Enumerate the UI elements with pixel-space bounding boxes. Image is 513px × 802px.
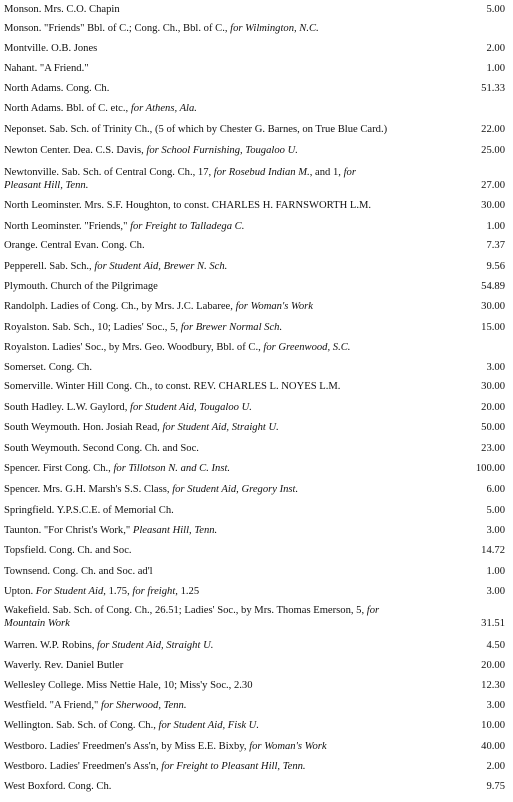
entry-description xyxy=(4,342,424,355)
description-line xyxy=(4,720,424,733)
entry-description xyxy=(4,781,424,794)
donor-text: Somerset. Cong. Ch. xyxy=(4,362,92,373)
donor-text: Monson. "Friends" Bbl. of C.; Cong. Ch., Bbl. of C., xyxy=(4,23,231,34)
donor-text: Upton. xyxy=(4,586,36,597)
description-line xyxy=(4,301,424,314)
donor-text: Newtonville. Sab. Sch. of Central Cong. Ch., 17, xyxy=(4,167,214,178)
entry-amount: 9.56 xyxy=(486,261,505,272)
entry-description xyxy=(4,680,424,693)
entry-amount: 40.00 xyxy=(481,741,505,752)
entry-amount: 12.30 xyxy=(481,680,505,691)
entry-description xyxy=(4,124,424,137)
entry-amount: 22.00 xyxy=(481,124,505,135)
entry-amount: 6.00 xyxy=(486,484,505,495)
designation-text: for Student Aid, Straight U. xyxy=(97,640,214,651)
entry-amount: 27.00 xyxy=(481,179,505,191)
donor-text: Neponset. Sab. Sch. of Trinity Ch., (5 of which by Chester G. Barnes, on True Blue Card.) xyxy=(4,124,388,135)
description-line xyxy=(4,566,424,579)
donor-text: Taunton. "For Christ's Work," xyxy=(4,525,133,536)
designation-text: for Student Aid, Tougaloo U. xyxy=(130,402,252,413)
donor-text: Wellington. Sab. Sch. of Cong. Ch., xyxy=(4,720,159,731)
entry-amount: 30.00 xyxy=(481,381,505,392)
entry-description xyxy=(4,145,424,158)
entry-description xyxy=(4,463,424,476)
description-line xyxy=(4,618,424,631)
entry-amount: 20.00 xyxy=(481,402,505,413)
donor-text: Royalston. Sab. Sch., 10; Ladies' Soc., 5, xyxy=(4,322,181,333)
entry-description xyxy=(4,63,424,76)
description-line xyxy=(4,145,424,158)
description-line xyxy=(4,63,424,76)
description-line xyxy=(4,422,424,435)
entry-description xyxy=(4,586,424,599)
donor-text: South Weymouth. Hon. Josiah Read, xyxy=(4,422,163,433)
entry-amount: 54.89 xyxy=(481,281,505,292)
description-line xyxy=(4,261,424,274)
description-line xyxy=(4,781,424,794)
description-line xyxy=(4,103,424,116)
entry-description xyxy=(4,402,424,415)
designation-text: for Student Aid, Gregory Inst. xyxy=(172,484,299,495)
donor-text: Springfield. Y.P.S.C.E. of Memorial Ch. xyxy=(4,505,174,516)
entry-amount: 3.00 xyxy=(486,525,505,536)
designation-text: for Brewer Normal Sch. xyxy=(180,322,283,333)
entry-description xyxy=(4,605,424,630)
entry-amount: 3.00 xyxy=(486,362,505,373)
entry-description xyxy=(4,640,424,653)
donor-text: North Leominster. Mrs. S.F. Houghton, to const. CHARLES H. FARNSWORTH L.M. xyxy=(4,200,372,211)
description-line xyxy=(4,505,424,518)
entry-amount: 1.00 xyxy=(486,566,505,577)
entry-description xyxy=(4,103,424,116)
entry-description xyxy=(4,484,424,497)
entry-amount: 14.72 xyxy=(481,545,505,556)
entry-amount: 15.00 xyxy=(481,322,505,333)
entry-description xyxy=(4,83,424,96)
description-line xyxy=(4,342,424,355)
designation-text: for Woman's Work xyxy=(249,741,327,752)
designation-text: for xyxy=(366,605,380,616)
entry-amount: 30.00 xyxy=(481,301,505,312)
description-line xyxy=(4,463,424,476)
description-line xyxy=(4,640,424,653)
entry-amount: 25.00 xyxy=(481,145,505,156)
description-line xyxy=(4,605,424,618)
donor-text: Montville. O.B. Jones xyxy=(4,43,98,54)
entry-amount: 2.00 xyxy=(486,761,505,772)
entry-amount: 3.00 xyxy=(486,586,505,597)
donor-text: Plymouth. Church of the Pilgrimage xyxy=(4,281,158,292)
donor-text: Orange. Central Evan. Cong. Ch. xyxy=(4,240,145,251)
donor-text: Wakefield. Sab. Sch. of Cong. Ch., 26.51; Ladies' Soc., by Mrs. Thomas Emerson, 5, xyxy=(4,605,367,616)
designation-text: for Athens, Ala. xyxy=(130,103,197,114)
entry-amount: 51.33 xyxy=(481,83,505,94)
description-line xyxy=(4,660,424,673)
designation-text: for Greenwood, S.C. xyxy=(263,342,351,353)
designation-text: for Wilmington, N.C. xyxy=(230,23,319,34)
donor-text: South Hadley. L.W. Gaylord, xyxy=(4,402,131,413)
donor-text: Westfield. "A Friend," xyxy=(4,700,101,711)
donor-text: , 1.75, xyxy=(103,586,133,597)
description-line xyxy=(4,281,424,294)
designation-text: Pleasant Hill, Tenn. xyxy=(4,179,89,191)
description-line xyxy=(4,221,424,234)
entry-description xyxy=(4,23,424,36)
designation-text: Mountain Work xyxy=(4,617,70,629)
entry-amount: 7.37 xyxy=(486,240,505,251)
entry-description xyxy=(4,381,424,394)
description-line xyxy=(4,362,424,375)
entry-amount: 23.00 xyxy=(481,443,505,454)
designation-text: for Woman's Work xyxy=(235,301,313,312)
entry-amount: 100.00 xyxy=(475,463,505,474)
description-line xyxy=(4,443,424,456)
entry-description xyxy=(4,221,424,234)
entry-description xyxy=(4,281,424,294)
donor-text: North Adams. Cong. Ch. xyxy=(4,83,110,94)
description-line xyxy=(4,23,424,36)
description-line xyxy=(4,322,424,335)
donor-text: Pepperell. Sab. Sch., xyxy=(4,261,95,272)
description-line xyxy=(4,167,424,180)
entry-description xyxy=(4,545,424,558)
designation-text: for Student Aid, Fisk U. xyxy=(158,720,259,731)
description-line xyxy=(4,545,424,558)
entry-amount: 9.75 xyxy=(486,781,505,792)
entry-description xyxy=(4,301,424,314)
designation-text: for xyxy=(343,167,356,178)
entry-amount: 5.00 xyxy=(486,4,505,15)
designation-text: for School Furnishing, Tougaloo U. xyxy=(146,145,298,156)
designation-text: for Sherwood, Tenn. xyxy=(100,700,187,711)
description-line xyxy=(4,586,424,599)
entry-amount: 2.00 xyxy=(486,43,505,54)
designation-text: for Freight to Talladega C. xyxy=(130,221,245,232)
designation-text: for Freight to Pleasant Hill, Tenn. xyxy=(161,761,306,772)
description-line xyxy=(4,741,424,754)
entry-description xyxy=(4,261,424,274)
description-line xyxy=(4,4,424,17)
entry-amount: 5.00 xyxy=(486,505,505,516)
donor-text: Townsend. Cong. Ch. and Soc. ad'l xyxy=(4,566,153,577)
entry-amount: 10.00 xyxy=(481,720,505,731)
description-line xyxy=(4,83,424,96)
entry-description xyxy=(4,720,424,733)
entry-amount: 1.00 xyxy=(486,63,505,74)
entry-description xyxy=(4,741,424,754)
description-line xyxy=(4,700,424,713)
entry-description xyxy=(4,200,424,213)
donor-text: Topsfield. Cong. Ch. and Soc. xyxy=(4,545,132,556)
entry-description xyxy=(4,700,424,713)
description-line xyxy=(4,484,424,497)
donor-text: Nahant. "A Friend." xyxy=(4,63,89,74)
description-line xyxy=(4,240,424,253)
designation-text: for Student Aid, Straight U. xyxy=(162,422,279,433)
donor-text: Royalston. Ladies' Soc., by Mrs. Geo. Woodbury, Bbl. of C., xyxy=(4,342,264,353)
donor-text: Wellesley College. Miss Nettie Hale, 10; Miss'y Soc., 2.30 xyxy=(4,680,253,691)
designation-text: for Student Aid, Brewer N. Sch. xyxy=(94,261,228,272)
entry-amount: 30.00 xyxy=(481,200,505,211)
description-line xyxy=(4,43,424,56)
description-line xyxy=(4,402,424,415)
entry-amount: 1.00 xyxy=(486,221,505,232)
donor-text: Monson. Mrs. C.O. Chapin xyxy=(4,4,120,15)
description-line xyxy=(4,525,424,538)
entry-description xyxy=(4,240,424,253)
entry-description xyxy=(4,4,424,17)
entry-description xyxy=(4,322,424,335)
donor-text: Newton Center. Dea. C.S. Davis, xyxy=(4,145,147,156)
designation-text: for Tillotson N. and C. Inst. xyxy=(113,463,231,474)
donor-text: South Weymouth. Second Cong. Ch. and Soc. xyxy=(4,443,199,454)
designation-text: For Student Aid xyxy=(35,586,104,597)
entry-amount: 31.51 xyxy=(481,617,505,629)
donor-text: Westboro. Ladies' Freedmen's Ass'n, by Miss E.E. Bixby, xyxy=(4,741,250,752)
entry-description xyxy=(4,566,424,579)
entry-amount: 3.00 xyxy=(486,700,505,711)
entry-amount: 4.50 xyxy=(486,640,505,651)
description-line xyxy=(4,381,424,394)
donor-text: , and 1, xyxy=(309,167,344,178)
description-line xyxy=(4,200,424,213)
entry-description xyxy=(4,525,424,538)
donor-text: Randolph. Ladies of Cong. Ch., by Mrs. J.C. Labaree, xyxy=(4,301,236,312)
entry-amount: 20.00 xyxy=(481,660,505,671)
entry-description xyxy=(4,443,424,456)
entry-amount: 50.00 xyxy=(481,422,505,433)
designation-text: Pleasant Hill, Tenn. xyxy=(132,525,218,536)
description-line xyxy=(4,180,424,193)
donor-text: Spencer. First Cong. Ch., xyxy=(4,463,114,474)
donor-text: Spencer. Mrs. G.H. Marsh's S.S. Class, xyxy=(4,484,173,495)
donor-text: , 1.25 xyxy=(175,586,200,597)
donor-text: Westboro. Ladies' Freedmen's Ass'n, xyxy=(4,761,162,772)
entry-description xyxy=(4,43,424,56)
entry-description xyxy=(4,167,424,192)
entry-description xyxy=(4,362,424,375)
description-line xyxy=(4,124,424,137)
entry-description xyxy=(4,422,424,435)
entry-description xyxy=(4,660,424,673)
designation-text: for Rosebud Indian M. xyxy=(213,167,310,178)
description-line xyxy=(4,761,424,774)
donor-text: Waverly. Rev. Daniel Butler xyxy=(4,660,124,671)
designation-text: for freight xyxy=(132,586,176,597)
donor-text: North Leominster. "Friends," xyxy=(4,221,131,232)
donor-text: Somerville. Winter Hill Cong. Ch., to const. REV. CHARLES L. NOYES L.M. xyxy=(4,381,341,392)
donor-text: Warren. W.P. Robins, xyxy=(4,640,98,651)
description-line xyxy=(4,680,424,693)
entry-description xyxy=(4,505,424,518)
entry-description xyxy=(4,761,424,774)
donor-text: West Boxford. Cong. Ch. xyxy=(4,781,112,792)
donor-text: North Adams. Bbl. of C. etc., xyxy=(4,103,131,114)
